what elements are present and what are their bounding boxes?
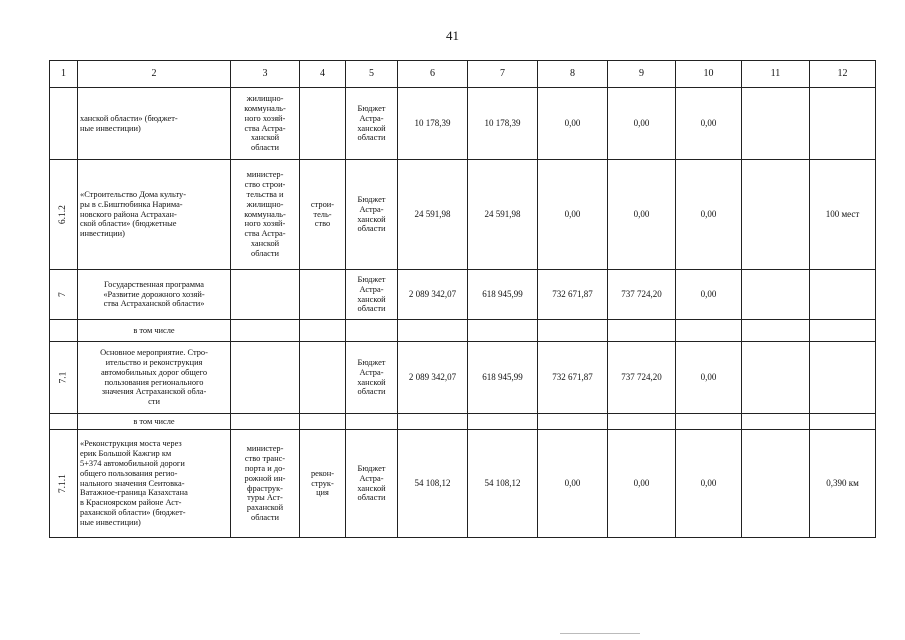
row-number bbox=[50, 88, 78, 160]
row-c12 bbox=[810, 342, 876, 414]
row-c7: 24 591,98 bbox=[468, 160, 538, 270]
header-cell: 4 bbox=[300, 61, 346, 88]
empty-cell bbox=[231, 320, 300, 342]
empty-cell bbox=[608, 320, 676, 342]
budget-table bbox=[49, 60, 876, 538]
table-row bbox=[50, 270, 876, 320]
row-name: ханской области» (бюджет- ные инвестиции) bbox=[78, 88, 231, 160]
header-cell: 7 bbox=[468, 61, 538, 88]
empty-cell bbox=[468, 414, 538, 430]
row-source: Бюджет Астра- ханской области bbox=[346, 160, 398, 270]
header-cell: 2 bbox=[78, 61, 231, 88]
row-name: Основное мероприятие. Стро- ительство и реконструкция автомобильных дорог общего пользования регионального значения Астраханской обла- сти bbox=[78, 342, 231, 414]
row-source: Бюджет Астра- ханской области bbox=[346, 88, 398, 160]
row-c6: 2 089 342,07 bbox=[398, 342, 468, 414]
table-row-subheading bbox=[50, 320, 876, 342]
empty-cell bbox=[398, 414, 468, 430]
row-number: 7.1 bbox=[50, 342, 78, 414]
empty-cell bbox=[742, 320, 810, 342]
row-number: 7 bbox=[50, 270, 78, 320]
row-source: Бюджет Астра- ханской области bbox=[346, 430, 398, 538]
scan-mark bbox=[560, 633, 640, 634]
row-c8: 732 671,87 bbox=[538, 270, 608, 320]
row-number: 7.1.1 bbox=[50, 430, 78, 538]
table-row bbox=[50, 88, 876, 160]
empty-cell bbox=[50, 414, 78, 430]
empty-cell bbox=[810, 414, 876, 430]
row-c10: 0,00 bbox=[676, 342, 742, 414]
row-type bbox=[300, 270, 346, 320]
empty-cell bbox=[676, 320, 742, 342]
header-cell: 1 bbox=[50, 61, 78, 88]
row-type bbox=[300, 342, 346, 414]
empty-cell bbox=[608, 414, 676, 430]
row-c12: 0,390 км bbox=[810, 430, 876, 538]
row-c11 bbox=[742, 342, 810, 414]
empty-cell bbox=[468, 320, 538, 342]
row-executor: жилищно- коммуналь- ного хозяй- ства Астра- ханской области bbox=[231, 88, 300, 160]
row-name: Государственная программа «Развитие дорожного хозяй- ства Астраханской области» bbox=[78, 270, 231, 320]
header-cell: 8 bbox=[538, 61, 608, 88]
row-c9: 737 724,20 bbox=[608, 342, 676, 414]
empty-cell bbox=[810, 320, 876, 342]
row-c11 bbox=[742, 430, 810, 538]
row-c9: 0,00 bbox=[608, 430, 676, 538]
empty-cell bbox=[300, 320, 346, 342]
row-name: «Строительство Дома культу- ры в с.Биштюбинка Нарима- новского района Астрахан- ской области» (бюджетные инвестиции) bbox=[78, 160, 231, 270]
row-c10: 0,00 bbox=[676, 88, 742, 160]
empty-cell bbox=[346, 320, 398, 342]
row-c6: 54 108,12 bbox=[398, 430, 468, 538]
row-c11 bbox=[742, 270, 810, 320]
row-c11 bbox=[742, 160, 810, 270]
empty-cell bbox=[538, 414, 608, 430]
row-type bbox=[300, 88, 346, 160]
row-c7: 54 108,12 bbox=[468, 430, 538, 538]
row-c8: 0,00 bbox=[538, 430, 608, 538]
empty-cell bbox=[538, 320, 608, 342]
header-cell: 3 bbox=[231, 61, 300, 88]
row-c11 bbox=[742, 88, 810, 160]
row-c8: 732 671,87 bbox=[538, 342, 608, 414]
row-executor: министер- ство транс- порта и до- рожной ин- фраструк- туры Аст- раханской области bbox=[231, 430, 300, 538]
table-header-row bbox=[50, 61, 876, 88]
row-c8: 0,00 bbox=[538, 160, 608, 270]
empty-cell bbox=[398, 320, 468, 342]
row-source: Бюджет Астра- ханской области bbox=[346, 342, 398, 414]
row-c8: 0,00 bbox=[538, 88, 608, 160]
row-executor bbox=[231, 342, 300, 414]
empty-cell bbox=[742, 414, 810, 430]
row-name: «Реконструкция моста через ерик Большой Кажгир км 5+374 автомобильной дороги общего пользования регио- нального значения Сеитовка- Ватажное-граница Казахстана в Красноярском районе Аст- раханской области» (бюджет- ные инвестиции) bbox=[78, 430, 231, 538]
row-c12: 100 мест bbox=[810, 160, 876, 270]
header-cell: 5 bbox=[346, 61, 398, 88]
row-c7: 618 945,99 bbox=[468, 270, 538, 320]
empty-cell bbox=[50, 320, 78, 342]
row-c9: 737 724,20 bbox=[608, 270, 676, 320]
row-c10: 0,00 bbox=[676, 430, 742, 538]
empty-cell bbox=[300, 414, 346, 430]
row-type: строи- тель- ство bbox=[300, 160, 346, 270]
row-label: в том числе bbox=[78, 320, 231, 342]
table-row-subheading bbox=[50, 414, 876, 430]
row-c6: 10 178,39 bbox=[398, 88, 468, 160]
row-executor: министер- ство строи- тельства и жилищно- коммуналь- ного хозяй- ства Астра- ханской области bbox=[231, 160, 300, 270]
row-c9: 0,00 bbox=[608, 88, 676, 160]
row-c10: 0,00 bbox=[676, 270, 742, 320]
header-cell: 10 bbox=[676, 61, 742, 88]
row-c6: 24 591,98 bbox=[398, 160, 468, 270]
table-row bbox=[50, 342, 876, 414]
table-row bbox=[50, 430, 876, 538]
row-source: Бюджет Астра- ханской области bbox=[346, 270, 398, 320]
row-c12 bbox=[810, 88, 876, 160]
header-cell: 12 bbox=[810, 61, 876, 88]
page-number: 41 bbox=[446, 28, 459, 43]
row-c6: 2 089 342,07 bbox=[398, 270, 468, 320]
row-c10: 0,00 bbox=[676, 160, 742, 270]
row-number: 6.1.2 bbox=[50, 160, 78, 270]
row-c9: 0,00 bbox=[608, 160, 676, 270]
header-cell: 11 bbox=[742, 61, 810, 88]
row-executor bbox=[231, 270, 300, 320]
row-type: рекон- струк- ция bbox=[300, 430, 346, 538]
empty-cell bbox=[676, 414, 742, 430]
row-label: в том числе bbox=[78, 414, 231, 430]
row-c7: 10 178,39 bbox=[468, 88, 538, 160]
empty-cell bbox=[231, 414, 300, 430]
header-cell: 9 bbox=[608, 61, 676, 88]
empty-cell bbox=[346, 414, 398, 430]
row-c7: 618 945,99 bbox=[468, 342, 538, 414]
row-c12 bbox=[810, 270, 876, 320]
header-cell: 6 bbox=[398, 61, 468, 88]
table-row bbox=[50, 160, 876, 270]
